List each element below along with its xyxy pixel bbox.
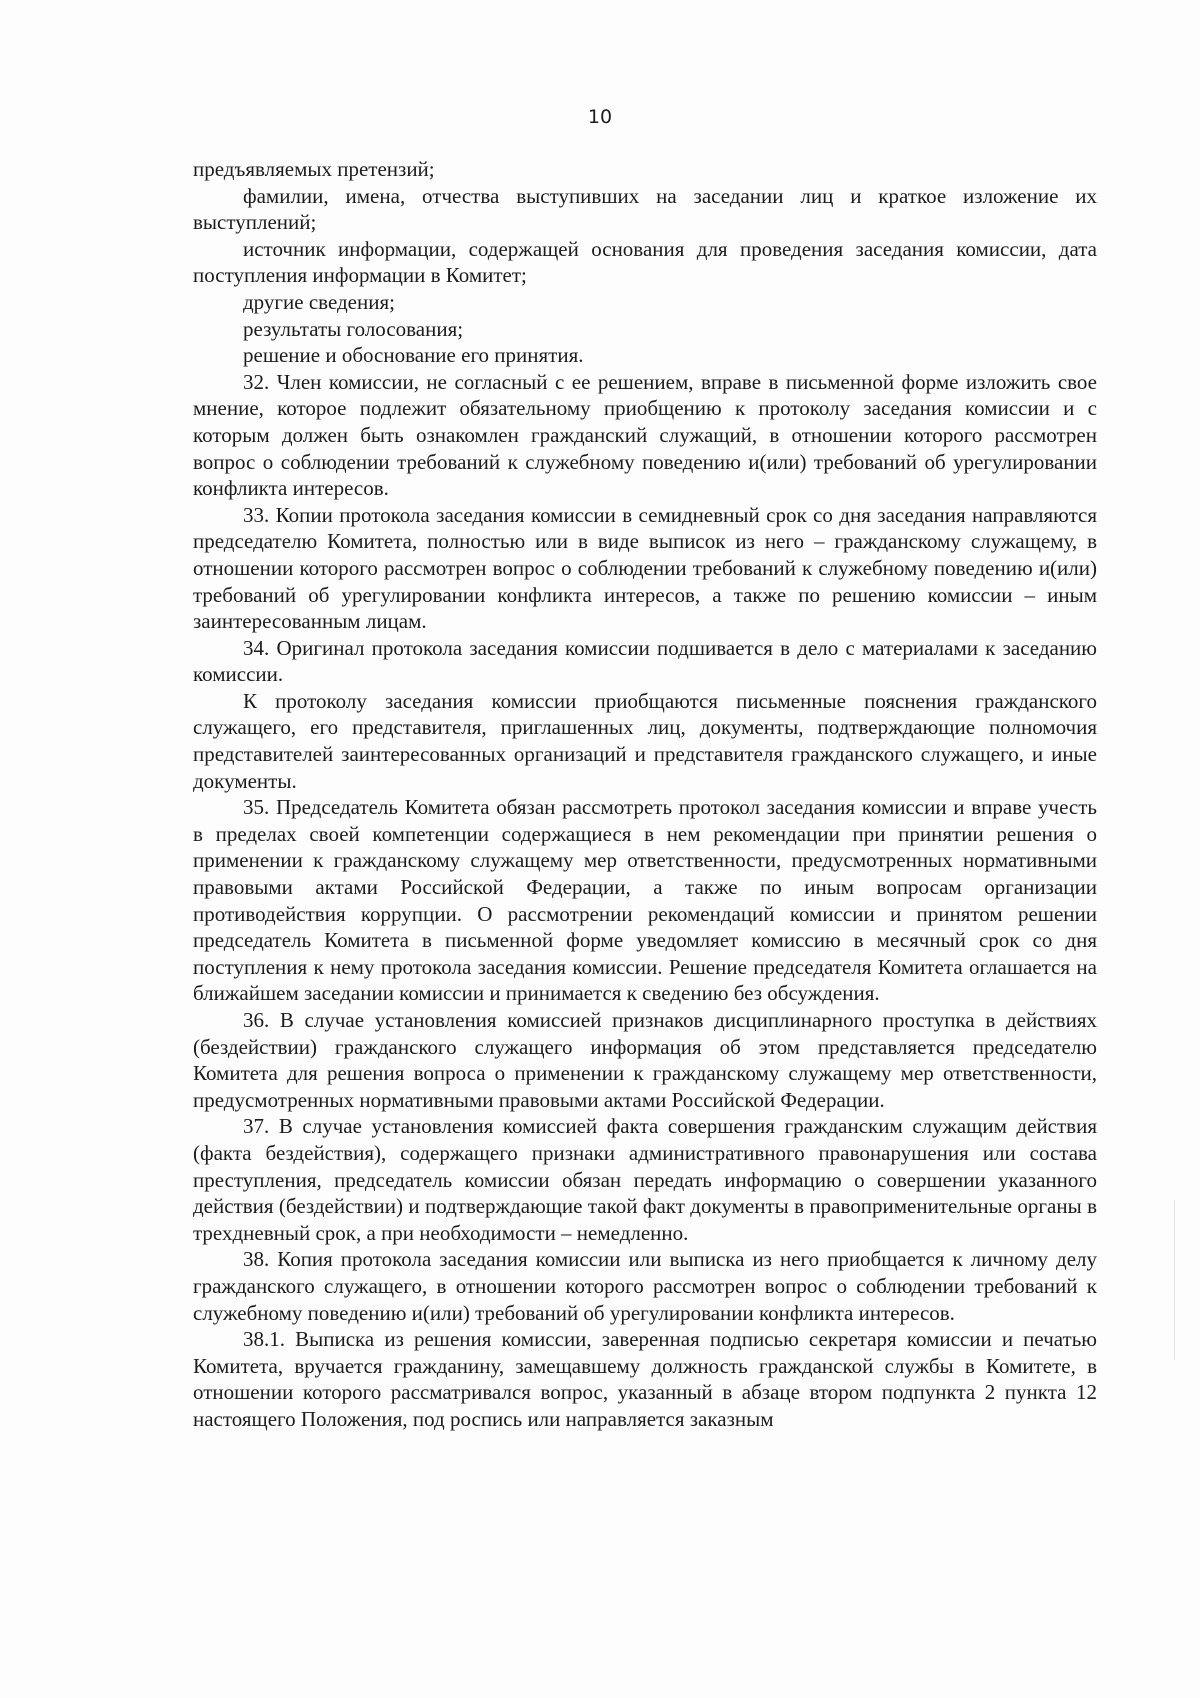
document-body — [193, 156, 1097, 1433]
paragraph-item-36: 36. В случае установления комиссией признаков дисциплинарного проступка в действиях (бездействии) гражданского служащего информация об этом представляется председателю Комитета для решения вопроса о применении к гражданскому служащему мер ответственности, предусмотренных нормативными правовыми актами Российской Федерации. — [193, 1008, 1097, 1112]
paragraph: источник информации, содержащей основания для проведения заседания комиссии, дата поступления информации в Комитет; — [193, 236, 1097, 288]
page-number: 10 — [587, 106, 613, 128]
paragraph-item-33: 33. Копии протокола заседания комиссии в семидневный срок со дня заседания направляются председателю Комитета, полностью или в виде выписок из него – гражданскому служащему, в отношении которого рассмотрен вопрос о соблюдении требований к служебному поведению и(или) требований об урегулировании конфликта интересов, а также по решению комиссии – иным заинтересованным лицам. — [193, 502, 1097, 634]
paragraph: предъявляемых претензий; — [193, 157, 435, 181]
paragraph: результаты голосования; — [243, 316, 464, 341]
paragraph-item-38: 38. Копия протокола заседания комиссии или выписка из него приобщается к личному делу гражданского служащего, в отношении которого рассмотрен вопрос о соблюдении требований к служебному поведению и(или) требований об урегулировании конфликта интересов. — [193, 1247, 1097, 1325]
scan-edge-mark — [1174, 1200, 1175, 1360]
paragraph-item-34: 34. Оригинал протокола заседания комиссии подшивается в дело с материалами к заседанию комиссии. — [193, 635, 1097, 687]
paragraph: фамилии, имена, отчества выступивших на заседании лиц и краткое изложение их выступлений; — [193, 183, 1097, 235]
paragraph: К протоколу заседания комиссии приобщаются письменные пояснения гражданского служащего, его представителя, приглашенных лиц, документы, подтверждающие полномочия представителей заинтересованных организаций и представителя гражданского служащего, и иные документы. — [193, 688, 1097, 793]
paragraph-item-35: 35. Председатель Комитета обязан рассмотреть протокол заседания комиссии и вправе учесть в пределах своей компетенции содержащиеся в нем рекомендации при принятии решения о применении к гражданскому служащему мер ответственности, предусмотренных нормативными правовыми актами Российской Федерации, а также по иным вопросам организации противодействия коррупции. О рассмотрении рекомендаций комиссии и принятом решении председатель Комитета в письменной форме уведомляет комиссию в месячный срок со дня поступления к нему протокола заседания комиссии. Решение председателя Комитета оглашается на ближайшем заседании комиссии и принимается к сведению без обсуждения. — [193, 795, 1097, 1006]
paragraph: другие сведения; — [243, 289, 395, 314]
paragraph-item-38-1: 38.1. Выписка из решения комиссии, заверенная подписью секретаря комиссии и печатью Комитета, вручается гражданину, замещавшему должность гражданской службы в Комитете, в отношении которого рассматривался вопрос, указанный в абзаце втором подпункта 2 пункта 12 настоящего Положения, под роспись или направляется заказным — [193, 1327, 1097, 1431]
paragraph: решение и обоснование его принятия. — [243, 343, 584, 368]
paragraph-item-37: 37. В случае установления комиссией факта совершения гражданским служащим действия (факта бездействия), содержащего признаки административного правонарушения или состава преступления, председатель комиссии обязан передать информацию о совершении указанного действия (бездействии) и подтверждающие такой факт документы в правоприменительные органы в трехдневный срок, а при необходимости – немедленно. — [193, 1114, 1097, 1245]
paragraph-item-32: 32. Член комиссии, не согласный с ее решением, вправе в письменной форме изложить свое мнение, которое подлежит обязательному приобщению к протоколу заседания комиссии и с которым должен быть ознакомлен гражданский служащий, в отношении которого рассмотрен вопрос о соблюдении требований к служебному поведению и(или) требований об урегулировании конфликта интересов. — [193, 369, 1097, 501]
